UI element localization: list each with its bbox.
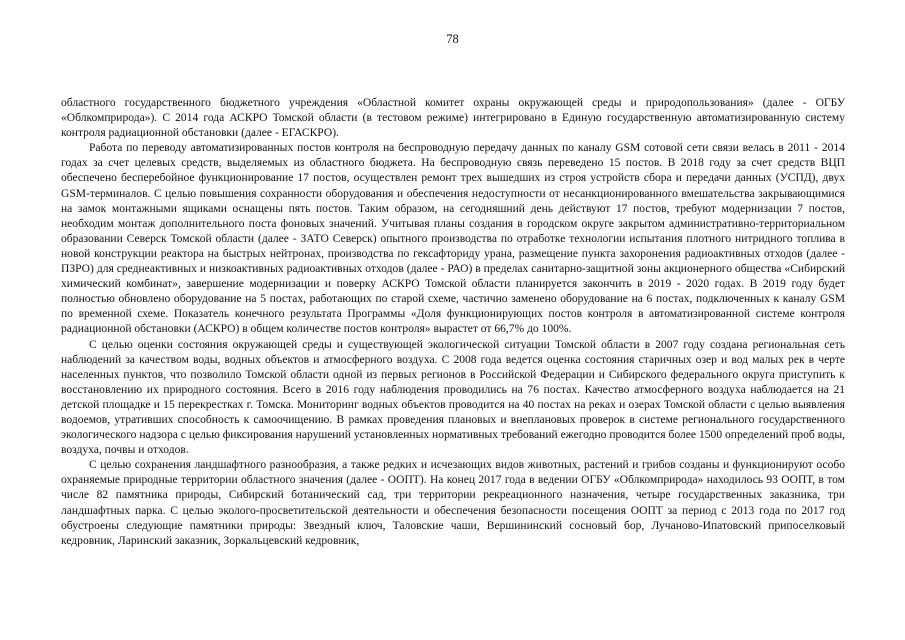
- page-number: 78: [446, 32, 459, 46]
- paragraph-continuation: областного государственного бюджетного учреждения «Областной комитет охраны окружающей среды и природопользования» (далее - ОГБУ «Облкомприрода»). С 2014 года АСКРО Томской области (в тестовом режиме) интегрировано в Единую государственную автоматизированную систему контроля радиационной обстановки (далее - ЕГАСКРО).: [61, 97, 845, 140]
- paragraph-askro-gsm: Работа по переводу автоматизированных постов контроля на беспроводную передачу данных по каналу GSM сотовой сети связи велась в 2011 - 2014 годах за счет целевых средств, выделяемых из областного бюджета. На беспроводную связь переведено 15 постов. В 2018 году за счет средств ВЦП обеспечено бесперебойное функционирование 17 постов, осуществлен ремонт трех вышедших из строя устройств сбора и передачи данных (УСПД), двух GSM-терминалов. С целью повышения сохранности оборудования и обеспечения недоступности от несанкционированного вмешательства закрывающимися на замок монтажными ящиками оснащены пять постов. Таким образом, на сегодняшний день действуют 17 постов, требуют модернизации 7 постов, необходим монтаж дополнительного поста фоновых значений. Учитывая планы создания в городском округе закрытом административно-территориальном образовании Северск Томской области (далее - ЗАТО Северск) опытного производства по отработке технологии испытания плотного нитридного топлива в новой конструкции реактора на быстрых нейтронах, производства по гексафториду урана, размещение пункта захоронения радиоактивных отходов (далее - ПЗРО) для среднеактивных и низкоактивных радиоактивных отходов (далее - РАО) в пределах санитарно-защитной зоны акционерного общества «Сибирский химический комбинат», завершение модернизации и поверку АСКРО Томской области планируется закончить в 2019 - 2020 годах. В 2019 году будет полностью обновлено оборудование на 5 постах, работающих по старой схеме, частично заменено оборудование на 6 постах, подключенных к каналу GSM по временной схеме. Показатель конечного результата Программы «Доля функционирующих постов контроля в автоматизированной системе контроля радиационной обстановки (АСКРО) в общем количестве постов контроля» вырастет от 66,7% до 100%.: [61, 142, 845, 336]
- paragraph-protected-areas: С целью сохранения ландшафтного разнообразия, а также редких и исчезающих видов животных, растений и грибов созданы и функционируют особо охраняемые природные территории областного значения (далее - ООПТ). На конец 2017 года в ведении ОГБУ «Облкомприрода» находилось 93 ООПТ, в том числе 82 памятника природы, Сибирский ботанический сад, три территории рекреационного назначения, четыре государственных заказника, три ландшафтных парка. С целью эколого-просветительской деятельности и обеспечения безопасности посещения ООПТ за период с 2013 года по 2017 год обустроены следующие памятники природы: Звездный ключ, Таловские чаши, Вершининский сосновый бор, Лучаново-Ипатовский припоселковый кедровник, Ларинский заказник, Зоркальцевский кедровник,: [61, 459, 845, 547]
- paragraph-monitoring-network: С целью оценки состояния окружающей среды и существующей экологической ситуации Томской области в 2007 году создана региональная сеть наблюдений за качеством воды, водных объектов и атмосферного воздуха. С 2008 года ведется оценка состояния старичных озер и вод малых рек в черте населенных пунктов, что позволило Томской области одной из первых регионов в Российской Федерации и Сибирского федерального округа приступить к восстановлению их природного состояния. Всего в 2016 году наблюдения проводились на 76 постах. Качество атмосферного воздуха наблюдается на 21 детской площадке и 15 перекрестках г. Томска. Мониторинг водных объектов проводится на 40 постах на реках и озерах Томской области с целью выявления водоемов, утративших способность к самоочищению. В рамках проведения плановых и внеплановых проверок в системе регионального государственного экологического надзора с целью фиксирования нарушений установленных нормативных требований ежегодно проводится более 1500 определений проб воды, воздуха, почвы и отходов.: [61, 338, 845, 457]
- document-body: [61, 96, 845, 549]
